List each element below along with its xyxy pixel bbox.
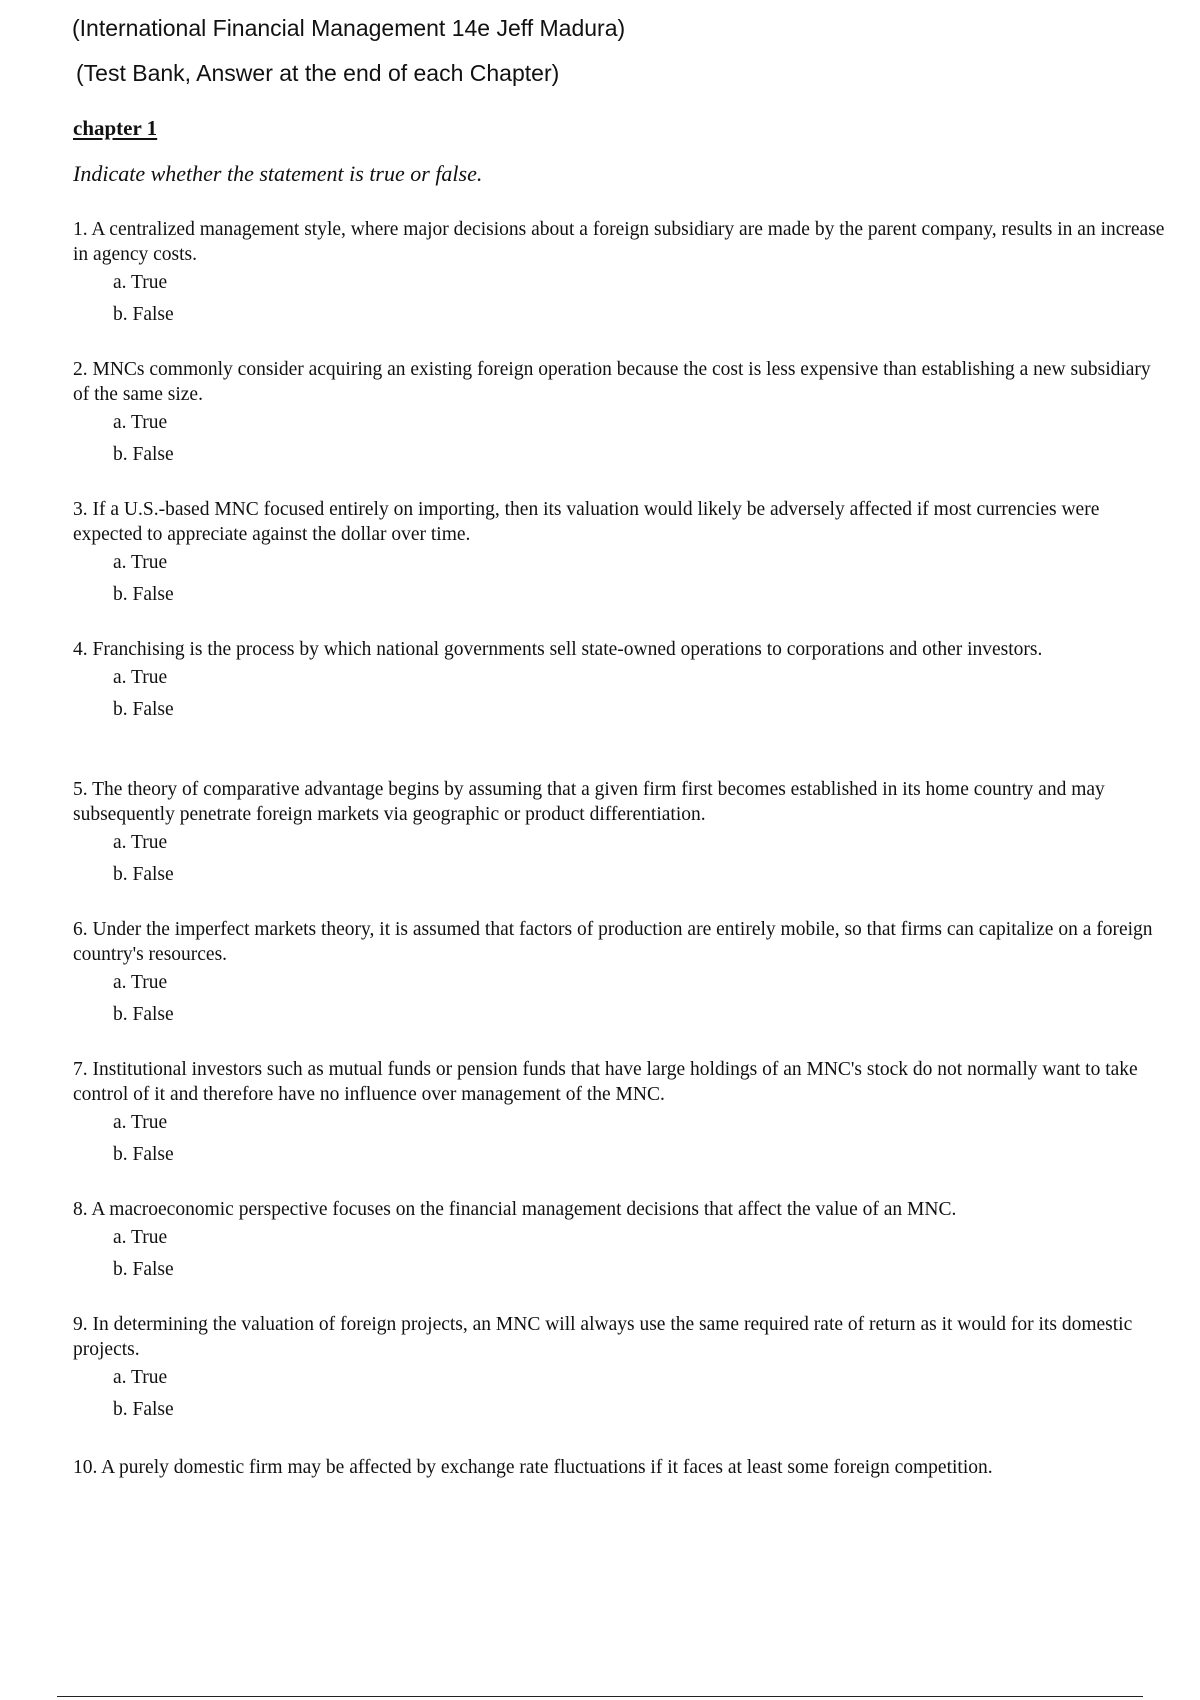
- question-text: 5. The theory of comparative advantage begins by assuming that a given firm first becomes established in its home country and may subsequently penetrate foreign markets via geographic or product differentiation.: [73, 779, 1105, 825]
- question-text: 3. If a U.S.-based MNC focused entirely on importing, then its valuation would likely be adversely affected if most currencies were expected to appreciate against the dollar over time.: [73, 499, 1100, 545]
- option-true: a. True: [113, 972, 168, 993]
- answer-options: [113, 410, 1168, 474]
- option-false: b. False: [113, 1144, 174, 1165]
- question-text: 2. MNCs commonly consider acquiring an existing foreign operation because the cost is less expensive than establishing a new subsidiary of the same size.: [73, 359, 1151, 405]
- document-title: (International Financial Management 14e Jeff Madura): [72, 15, 626, 41]
- question-7: [73, 1057, 1168, 1174]
- option-false: b. False: [113, 584, 174, 605]
- answer-options: [113, 1110, 1168, 1174]
- answer-options: [113, 1365, 1168, 1429]
- answer-options: [113, 830, 1168, 894]
- option-false: b. False: [113, 1259, 174, 1280]
- question-text: 1. A centralized management style, where major decisions about a foreign subsidiary are made by the parent company, results in an increase in agency costs.: [73, 219, 1165, 265]
- question-text: 8. A macroeconomic perspective focuses on the financial management decisions that affect the value of an MNC.: [73, 1199, 957, 1220]
- page-bottom-rule: [57, 1696, 1143, 1697]
- option-true: a. True: [113, 832, 168, 853]
- question-6: [73, 917, 1168, 1034]
- answer-options: [113, 970, 1168, 1034]
- option-true: a. True: [113, 667, 168, 688]
- option-true: a. True: [113, 1112, 168, 1133]
- question-text: 10. A purely domestic firm may be affected by exchange rate fluctuations if it faces at least some foreign competition.: [73, 1457, 993, 1478]
- answer-options: [113, 665, 1168, 729]
- question-8: [73, 1197, 1168, 1289]
- option-true: a. True: [113, 552, 168, 573]
- option-true: a. True: [113, 1227, 168, 1248]
- answer-options: [113, 550, 1168, 614]
- question-text: 4. Franchising is the process by which national governments sell state-owned operations to corporations and other investors.: [73, 639, 1043, 660]
- option-false: b. False: [113, 1004, 174, 1025]
- question-10: [73, 1455, 1168, 1480]
- answer-options: [113, 270, 1168, 334]
- question-1: [73, 217, 1168, 334]
- question-9: [73, 1312, 1168, 1429]
- option-true: a. True: [113, 272, 168, 293]
- answer-options: [113, 1225, 1168, 1289]
- question-2: [73, 357, 1168, 474]
- option-false: b. False: [113, 304, 174, 325]
- option-false: b. False: [113, 444, 174, 465]
- question-text: 6. Under the imperfect markets theory, it is assumed that factors of production are entirely mobile, so that firms can capitalize on a foreign country's resources.: [73, 919, 1153, 965]
- question-text: 9. In determining the valuation of foreign projects, an MNC will always use the same required rate of return as it would for its domestic projects.: [73, 1314, 1133, 1360]
- question-4: [73, 637, 1168, 729]
- option-true: a. True: [113, 412, 168, 433]
- chapter-heading: chapter 1: [73, 116, 158, 140]
- document-subtitle: (Test Bank, Answer at the end of each Chapter): [76, 60, 560, 86]
- option-true: a. True: [113, 1367, 168, 1388]
- question-5: [73, 777, 1168, 894]
- option-false: b. False: [113, 1399, 174, 1420]
- option-false: b. False: [113, 864, 174, 885]
- question-text: 7. Institutional investors such as mutual funds or pension funds that have large holdings of an MNC's stock do not normally want to take control of it and therefore have no influence over management of the MNC.: [73, 1059, 1138, 1105]
- question-3: [73, 497, 1168, 614]
- instruction-text: Indicate whether the statement is true or false.: [73, 161, 483, 186]
- option-false: b. False: [113, 699, 174, 720]
